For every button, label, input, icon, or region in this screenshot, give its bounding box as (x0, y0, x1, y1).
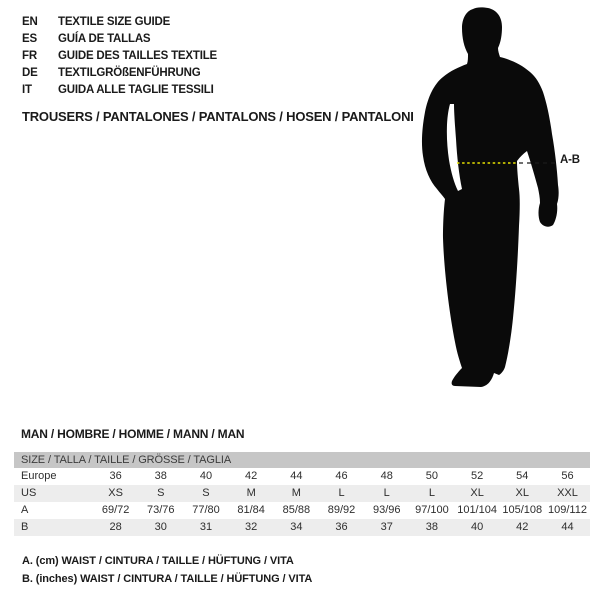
size-cell: 109/112 (547, 504, 587, 516)
language-row (22, 48, 217, 65)
size-cell: 48 (380, 470, 393, 482)
language-code: IT (22, 84, 32, 96)
row-label: B (21, 521, 29, 533)
size-cell: 38 (154, 470, 167, 482)
size-cell: 28 (109, 521, 122, 533)
size-cell: 42 (516, 521, 529, 533)
size-cell: 81/84 (237, 504, 265, 516)
size-cell: 37 (380, 521, 393, 533)
size-cell: 89/92 (327, 504, 356, 516)
language-code: FR (22, 50, 37, 62)
language-row (22, 14, 217, 31)
size-table-rows (14, 468, 590, 536)
size-cell: 85/88 (282, 504, 311, 516)
language-label: GUIDE DES TAILLES TEXTILE (58, 50, 217, 62)
size-cell: S (202, 487, 210, 499)
size-cell: 69/72 (101, 504, 130, 516)
language-code: DE (22, 67, 38, 79)
size-cell: 34 (290, 521, 303, 533)
measurement-note: B. (inches) WAIST / CINTURA / TAILLE / HÜFTUNG / VITA (22, 572, 313, 585)
size-cell: 101/104 (457, 504, 497, 516)
row-label: US (21, 487, 37, 499)
man-silhouette (422, 7, 559, 387)
size-cell: 40 (470, 521, 484, 533)
size-cell: 73/76 (147, 504, 175, 516)
size-cell: M (291, 487, 301, 499)
size-cell: S (157, 487, 165, 499)
size-cell: L (428, 487, 435, 499)
language-row (22, 31, 217, 48)
size-cell: L (338, 487, 345, 499)
gender-heading: MAN / HOMBRE / HOMME / MANN / MAN (21, 427, 245, 441)
size-cell: 40 (199, 470, 213, 482)
size-cell: 36 (335, 521, 348, 533)
man-silhouette-figure (410, 0, 600, 400)
waist-measure-label: A-B (560, 154, 580, 166)
table-row (14, 502, 590, 519)
language-label: TEXTILGRÖßENFÜHRUNG (58, 67, 201, 79)
size-cell: 32 (245, 521, 258, 533)
size-cell: 56 (561, 470, 574, 482)
size-cell: 97/100 (415, 504, 449, 516)
size-table (14, 452, 590, 536)
size-cell: 36 (109, 470, 122, 482)
row-label: A (21, 504, 29, 516)
size-table-header: SIZE / TALLA / TAILLE / GRÖSSE / TAGLIA (14, 452, 590, 468)
measurement-note: A. (cm) WAIST / CINTURA / TAILLE / HÜFTUNG / VITA (22, 555, 294, 567)
table-row (14, 485, 590, 502)
garment-heading: TROUSERS / PANTALONES / PANTALONS / HOSEN / PANTALONI (22, 109, 414, 124)
language-code: ES (22, 33, 37, 45)
size-cell: 105/108 (502, 504, 543, 516)
row-label: Europe (21, 470, 57, 482)
size-cell: 77/80 (192, 504, 220, 516)
size-cell: 46 (335, 470, 348, 482)
language-code: EN (22, 16, 38, 28)
size-cell: 50 (425, 470, 439, 482)
size-cell: 52 (470, 470, 484, 482)
size-cell: L (383, 487, 390, 499)
measurement-notes (22, 555, 312, 590)
size-cell: M (246, 487, 256, 499)
language-label: TEXTILE SIZE GUIDE (58, 16, 171, 28)
size-cell: 44 (561, 521, 574, 533)
size-cell: 38 (425, 521, 439, 533)
language-label: GUIDA ALLE TAGLIE TESSILI (58, 84, 214, 96)
size-cell: 54 (516, 470, 529, 482)
size-cell: 44 (290, 470, 303, 482)
size-cell: 93/96 (372, 504, 401, 516)
size-cell: XL (470, 487, 484, 499)
size-cell: XL (515, 487, 530, 499)
language-row (22, 65, 217, 82)
table-row (14, 519, 590, 536)
size-cell: XXL (557, 487, 578, 499)
language-label: GUÍA DE TALLAS (58, 33, 151, 45)
size-cell: 42 (245, 470, 258, 482)
size-cell: 30 (154, 521, 167, 533)
size-cell: XS (108, 487, 123, 499)
size-cell: 31 (199, 521, 213, 533)
table-row (14, 468, 590, 485)
language-row (22, 82, 217, 99)
language-legend (22, 14, 217, 99)
